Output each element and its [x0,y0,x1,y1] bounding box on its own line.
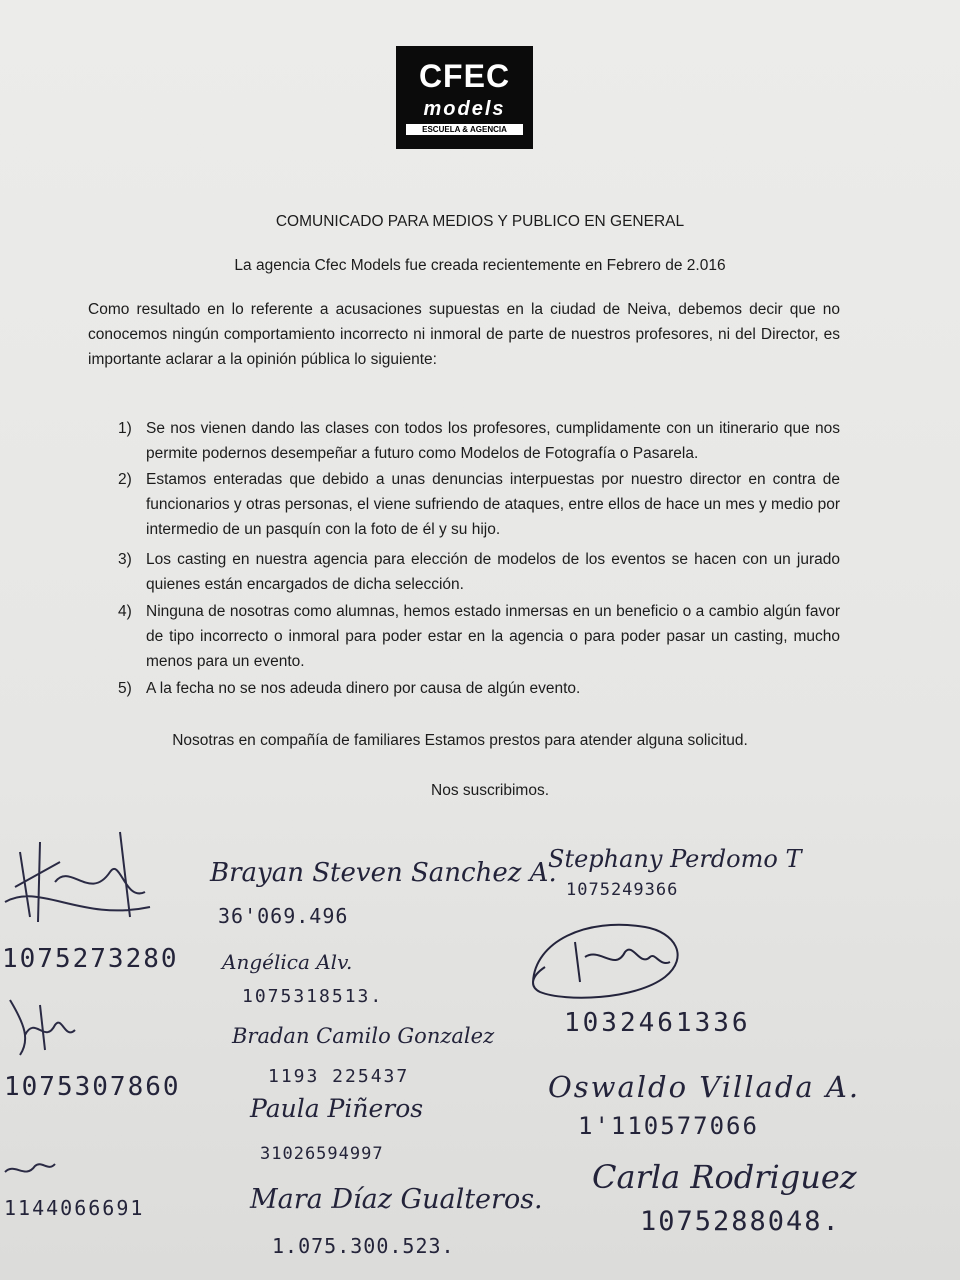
logo-line-3: ESCUELA & AGENCIA [406,124,523,135]
signature-name-4: Brayan Steven Sanchez A. [210,858,557,888]
list-item-text: Se nos vienen dando las clases con todos los profesores, cumplidamente con un itinerario que nos permite podernos desempeñar a futuro como Modelos de Fotografía o Pasarela. [146,420,840,462]
list-item-2 [118,467,840,542]
list-item-number: 5) [118,680,132,697]
signature-name-12: Carla Rodriguez [592,1158,857,1196]
signature-id-10: 1032461336 [564,1008,751,1038]
signature-name-8: Mara Díaz Gualteros. [250,1184,543,1215]
list-item-text: Ninguna de nosotras como alumnas, hemos estado inmersas en un beneficio o a cambio algún favor de tipo incorrecto o inmoral para poder estar en la agencia o para poder pasar un casting, mucho menos para un evento. [146,603,840,670]
list-item-number: 3) [118,551,132,568]
signature-id-8: 1.075.300.523. [272,1234,455,1258]
list-item-3 [118,547,840,597]
signoff-line: Nos suscribimos. [431,782,549,799]
signature-scribble-1 [0,822,160,942]
list-item-1 [118,416,840,466]
signature-id-9: 1075249366 [566,880,679,900]
signature-name-9: Stephany Perdomo T [548,845,802,873]
list-item-text: Estamos enteradas que debido a unas denuncias interpuestas por nuestro director en contra de funcionarios y otras personas, el viene sufriendo de ataques, entre ellos de hace un mes y medio por intermedio de un pasquín con la foto de él y su hijo. [146,471,840,538]
logo-line-2: models [423,98,506,120]
signature-name-6: Bradan Camilo Gonzalez [232,1024,495,1048]
intro-paragraph: Como resultado en lo referente a acusaciones supuestas en la ciudad de Neiva, debemos decir que no conocemos ningún comportamiento incorrecto ni inmoral de parte de nuestros profesores, ni del Director, es importante aclarar a la opinión pública lo siguiente: [88,301,840,368]
signature-scribble-2 [0,985,100,1060]
signature-name-7: Paula Piñeros [250,1094,424,1123]
list-item-4 [118,599,840,674]
signature-name-5: Angélica Alv. [222,950,353,974]
list-item-number: 1) [118,420,132,437]
signature-id-11: 1'110577066 [578,1112,759,1140]
signature-id-4: 36'069.496 [218,904,349,928]
signature-id-12: 1075288048. [640,1206,841,1237]
document-subtitle: La agencia Cfec Models fue creada recientemente en Febrero de 2.016 [234,257,726,274]
cfec-logo [396,46,533,149]
list-item-number: 4) [118,603,132,620]
signature-id-1: 1075273280 [2,944,179,974]
list-item-number: 2) [118,471,132,488]
list-item-text: Los casting en nuestra agencia para elección de modelos de los eventos se hacen con un jurado quienes están encargados de dicha selección. [146,551,840,593]
signature-id-6: 1193 225437 [268,1066,410,1087]
list-item-text: A la fecha no se nos adeuda dinero por causa de algún evento. [146,680,581,697]
logo-line-1: CFEC [418,58,511,94]
list-item-5 [118,676,840,701]
closing-line: Nosotras en compañía de familiares Estamos prestos para atender alguna solicitud. [172,732,748,749]
signature-scribble-3 [0,1152,60,1187]
signature-id-7: 31026594997 [260,1144,384,1164]
signature-scribble-10 [525,912,695,1007]
signature-id-5: 1075318513. [242,986,384,1007]
document-title: COMUNICADO PARA MEDIOS Y PUBLICO EN GENERAL [275,213,685,230]
signature-id-2: 1075307860 [4,1072,181,1102]
signature-id-3: 1144066691 [4,1196,145,1220]
signature-name-11: Oswaldo Villada A. [548,1070,861,1104]
